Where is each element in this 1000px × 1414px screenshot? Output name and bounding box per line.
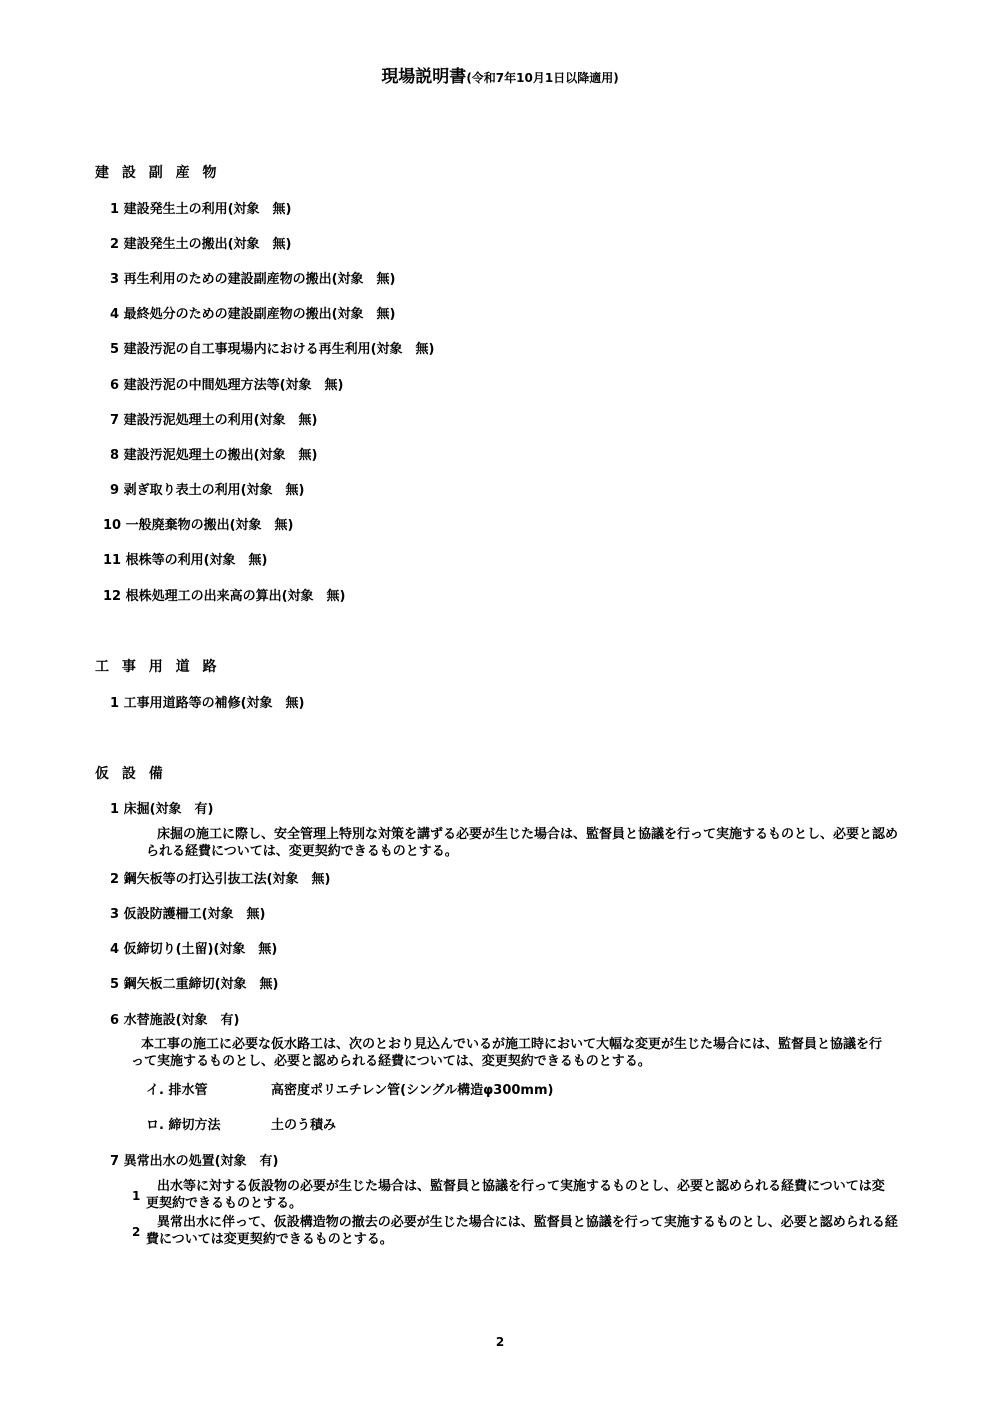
list-item: 3 仮設防護柵工(対象 無) xyxy=(110,907,266,922)
page-title xyxy=(0,62,1000,87)
list-item: 2 鋼矢板等の打込引抜工法(対象 無) xyxy=(110,872,331,887)
dewatering-note: 本工事の施工に必要な仮水路工は、次のとおり見込んでいるが施工時において大幅な変更が生じた場合には、監督員と協議を行って実施するものとし、必要と認められる経費については、変更契約できるものとする。 xyxy=(131,1037,883,1069)
detail-value-cofferdam-method: 土のう積み xyxy=(271,1118,337,1133)
list-item: 1 建設発生土の利用(対象 無) xyxy=(110,202,292,217)
list-item: 2 建設発生土の搬出(対象 無) xyxy=(110,237,292,252)
list-item: 11 根株等の利用(対象 無) xyxy=(103,553,268,568)
list-item: 5 建設汚泥の自工事現場内における再生利用(対象 無) xyxy=(110,342,435,357)
list-item: 10 一般廃棄物の搬出(対象 無) xyxy=(103,518,294,533)
title-subtitle: (令和7年10月1日以降適用) xyxy=(466,71,619,85)
list-item: 4 最終処分のための建設副産物の搬出(対象 無) xyxy=(110,307,396,322)
note-number: 1 xyxy=(132,1189,141,1203)
list-item: 6 水替施設(対象 有) xyxy=(110,1013,240,1028)
list-item: 8 建設汚泥処理土の搬出(対象 無) xyxy=(110,448,318,463)
abnormal-water-note-2: 異常出水に伴って、仮設構造物の撤去の必要が生じた場合には、監督員と協議を行って実施するものとし、必要と認められる経費については変更契約できるものとする。 xyxy=(146,1215,898,1247)
section-heading-construction-roads: 工 事 用 道 路 xyxy=(95,659,221,675)
abnormal-water-note-1: 出水等に対する仮設物の必要が生じた場合は、監督員と協議を行って実施するものとし、必要と認められる経費については変更契約できるものとする。 xyxy=(146,1179,885,1211)
note-number: 2 xyxy=(132,1225,141,1239)
list-item: 12 根株処理工の出来高の算出(対象 無) xyxy=(103,589,346,604)
detail-label-cofferdam-method: ロ. 締切方法 xyxy=(146,1118,221,1133)
section-heading-construction-byproducts: 建 設 副 産 物 xyxy=(95,165,221,181)
list-item: 5 鋼矢板二重締切(対象 無) xyxy=(110,977,279,992)
list-item: 1 工事用道路等の補修(対象 無) xyxy=(110,696,305,711)
list-item: 1 床掘(対象 有) xyxy=(110,802,214,817)
section-heading-temporary-facilities: 仮 設 備 xyxy=(95,766,167,782)
detail-label-drain-pipe: イ. 排水管 xyxy=(146,1083,208,1098)
list-item: 4 仮締切り(土留)(対象 無) xyxy=(110,942,278,957)
list-item: 7 異常出水の処置(対象 有) xyxy=(110,1154,279,1169)
list-item: 9 剥ぎ取り表土の利用(対象 無) xyxy=(110,483,305,498)
title-main: 現場説明書 xyxy=(381,67,467,87)
excavation-note: 床掘の施工に際し、安全管理上特別な対策を講ずる必要が生じた場合は、監督員と協議を行って実施するものとし、必要と認められる経費については、変更契約できるものとする。 xyxy=(146,827,899,859)
list-item: 7 建設汚泥処理土の利用(対象 無) xyxy=(110,413,318,428)
list-item: 6 建設汚泥の中間処理方法等(対象 無) xyxy=(110,378,344,393)
page-number: 2 xyxy=(495,1335,505,1349)
list-item: 3 再生利用のための建設副産物の搬出(対象 無) xyxy=(110,272,396,287)
detail-value-drain-pipe: 高密度ポリエチレン管(シングル構造φ300mm) xyxy=(271,1083,554,1098)
